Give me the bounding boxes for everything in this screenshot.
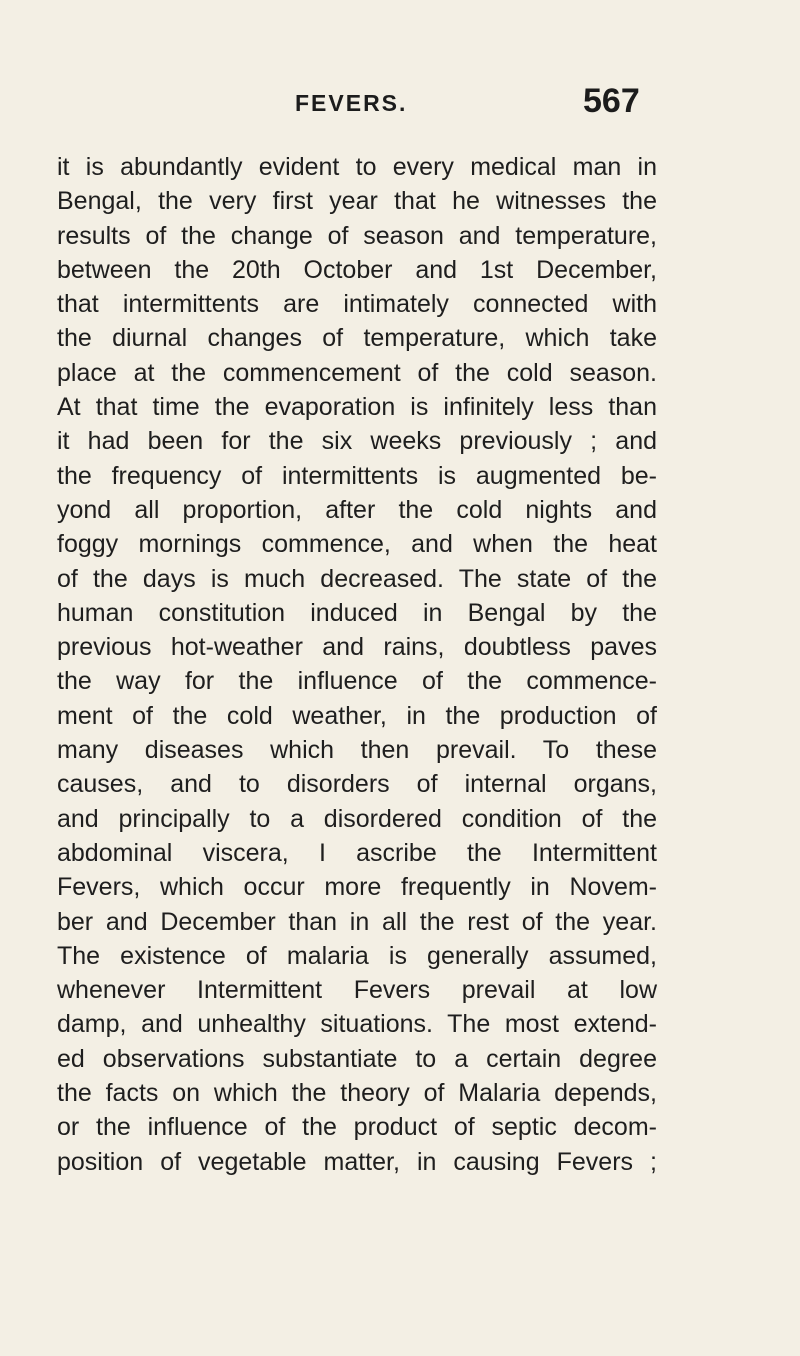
text-line: it is abundantly evident to every medical man in	[57, 153, 657, 181]
text-line: and principally to a disordered condition of the	[57, 804, 657, 833]
text-line: Fevers, which occur more frequently in Novem-	[57, 873, 657, 902]
text-line: many diseases which then prevail. To these	[57, 736, 657, 765]
page-number: 567	[583, 82, 640, 120]
text-line: that intermittents are intimately connected with	[57, 290, 657, 319]
running-title: FEVERS.	[295, 90, 408, 116]
text-line: damp, and unhealthy situations. The most extend-	[57, 1010, 657, 1039]
text-line: previous hot-weather and rains, doubtless paves	[57, 633, 657, 662]
text-line: position of vegetable matter, in causing Fevers ;	[57, 1147, 657, 1176]
text-line: between the 20th October and 1st December,	[57, 255, 657, 284]
text-line: abdominal viscera, I ascribe the Intermittent	[57, 838, 657, 867]
text-line: yond all proportion, after the cold nights and	[57, 495, 657, 524]
text-line: the diurnal changes of temperature, which take	[57, 324, 657, 353]
text-line: the facts on which the theory of Malaria depends,	[57, 1079, 657, 1108]
text-line: place at the commencement of the cold season.	[57, 358, 657, 387]
text-line: At that time the evaporation is infinitely less than	[57, 393, 657, 422]
text-line: causes, and to disorders of internal organs,	[57, 770, 657, 799]
text-line: human constitution induced in Bengal by the	[57, 598, 657, 627]
text-line: results of the change of season and temperature,	[57, 221, 657, 250]
text-line: ment of the cold weather, in the production of	[57, 701, 657, 730]
text-line: the frequency of intermittents is augmented be-	[57, 461, 657, 490]
text-line: of the days is much decreased. The state of the	[57, 564, 657, 593]
text-line: The existence of malaria is generally assumed,	[57, 941, 657, 970]
text-line: the way for the influence of the commence-	[57, 667, 657, 696]
text-line: Bengal, the very first year that he witnesses the	[57, 187, 657, 216]
page-header	[0, 82, 800, 122]
text-line: ed observations substantiate to a certain degree	[57, 1044, 657, 1073]
text-line: it had been for the six weeks previously ; and	[57, 427, 657, 456]
text-line: whenever Intermittent Fevers prevail at low	[57, 976, 657, 1005]
body-text	[57, 150, 657, 1179]
text-line: ber and December than in all the rest of the year.	[57, 907, 657, 936]
text-line: or the influence of the product of septic decom-	[57, 1113, 657, 1142]
text-line: foggy mornings commence, and when the heat	[57, 530, 657, 559]
